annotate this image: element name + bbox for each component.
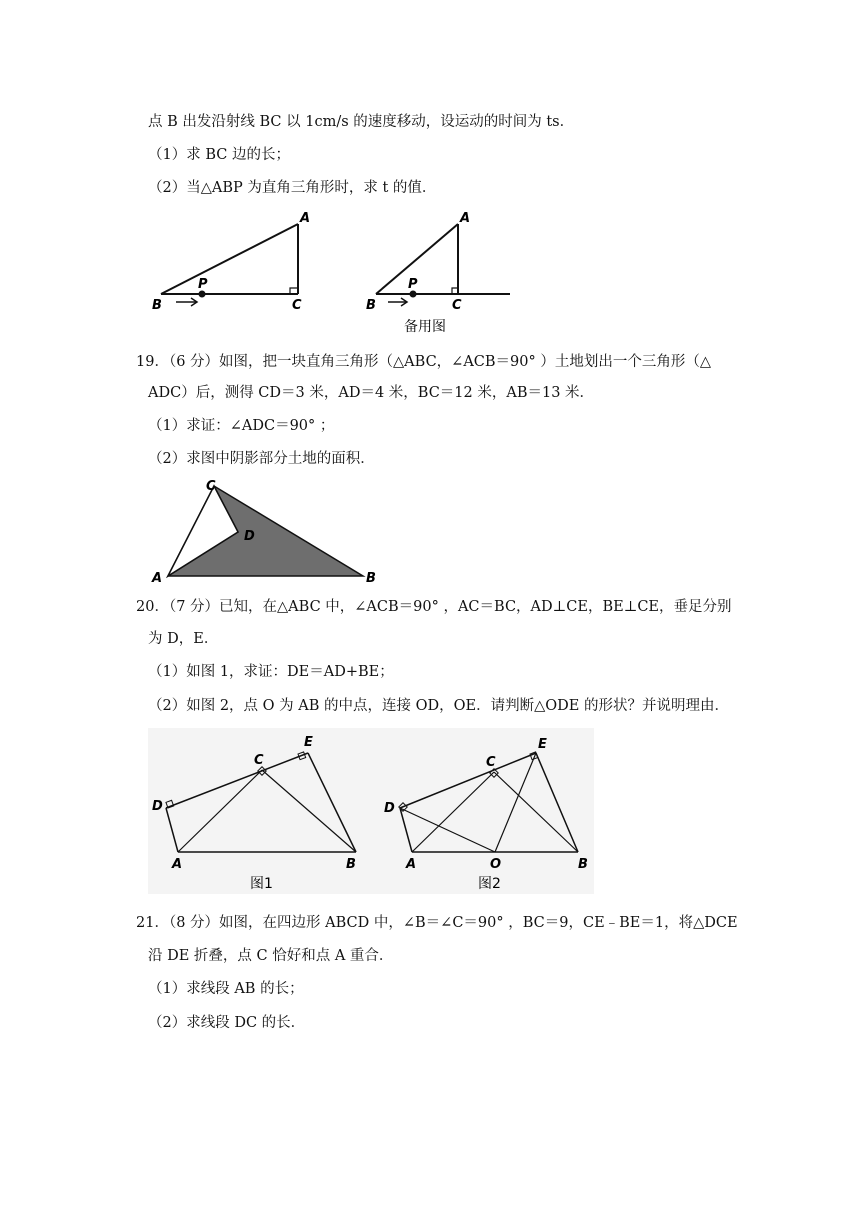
svg-text:A: A xyxy=(172,857,183,872)
spare-caption: 备用图 xyxy=(404,319,446,335)
q21-text-line1: 21．（8 分）如图，在四边形 ABCD 中，∠B＝∠C＝90° ，BC＝9，CE﹣BE＝1，将△DCE xyxy=(136,915,738,931)
svg-text:C: C xyxy=(486,755,496,770)
q20-part2: （2）如图 2，点 O 为 AB 的中点，连接 OD，OE．请判断△ODE 的形状？并说明理由． xyxy=(148,698,729,714)
q20-figures xyxy=(148,728,594,894)
q21-text-line2: 沿 DE 折叠，点 C 恰好和点 A 重合． xyxy=(148,948,394,964)
q19-figure xyxy=(148,478,388,588)
q19-text-line1: 19．（6 分）如图，把一块直角三角形（△ABC，∠ACB＝90° ）土地划出一个三角形（△ xyxy=(136,354,712,370)
figure-2-caption: 图2 xyxy=(478,876,501,892)
q18-text-line1: 点 B 出发沿射线 BC 以 1cm/s 的速度移动，设运动的时间为 ts． xyxy=(148,114,575,130)
figure-1-caption: 图1 xyxy=(250,876,273,892)
q21-part1: （1）求线段 AB 的长； xyxy=(148,981,304,997)
svg-text:C: C xyxy=(254,753,264,768)
q20-text-line1: 20．（7 分）已知，在△ABC 中，∠ACB＝90° ，AC＝BC，AD⊥CE，BE⊥CE，垂足分别 xyxy=(136,599,732,615)
q18-spare-figure xyxy=(366,211,510,335)
label-b: B xyxy=(366,571,376,586)
svg-text:B: B xyxy=(366,298,376,313)
label-c: C xyxy=(206,479,216,494)
q21-part2: （2）求线段 DC 的长． xyxy=(148,1015,306,1031)
svg-text:B: B xyxy=(346,857,356,872)
svg-text:A: A xyxy=(406,857,417,872)
label-b: B xyxy=(152,298,162,313)
q19-text-line2: ADC）后，测得 CD＝3 米，AD＝4 米，BC＝12 米，AB＝13 米． xyxy=(148,385,595,401)
svg-text:P: P xyxy=(408,277,418,292)
svg-text:B: B xyxy=(578,857,588,872)
q18-figures xyxy=(148,205,520,340)
q19-part1: （1）求证：∠ADC＝90° ； xyxy=(148,418,335,434)
q18-part2: （2）当△ABP 为直角三角形时，求 t 的值． xyxy=(148,180,437,196)
q19-part2: （2）求图中阴影部分土地的面积． xyxy=(148,451,375,467)
svg-text:O: O xyxy=(490,857,502,872)
q20-part1: （1）如图 1，求证：DE＝AD+BE； xyxy=(148,664,394,680)
label-p: P xyxy=(198,277,208,292)
label-a: A xyxy=(300,211,311,226)
label-a: A xyxy=(152,571,163,586)
q18-part1: （1）求 BC 边的长； xyxy=(148,147,290,163)
svg-text:A: A xyxy=(460,211,471,226)
q20-text-line2: 为 D，E． xyxy=(148,631,219,647)
svg-text:E: E xyxy=(304,735,313,750)
q18-main-figure xyxy=(152,211,310,313)
svg-text:D: D xyxy=(384,801,395,816)
label-c: C xyxy=(292,298,302,313)
label-d: D xyxy=(244,529,255,544)
svg-text:C: C xyxy=(452,298,462,313)
svg-text:D: D xyxy=(152,799,163,814)
svg-text:E: E xyxy=(538,737,547,752)
